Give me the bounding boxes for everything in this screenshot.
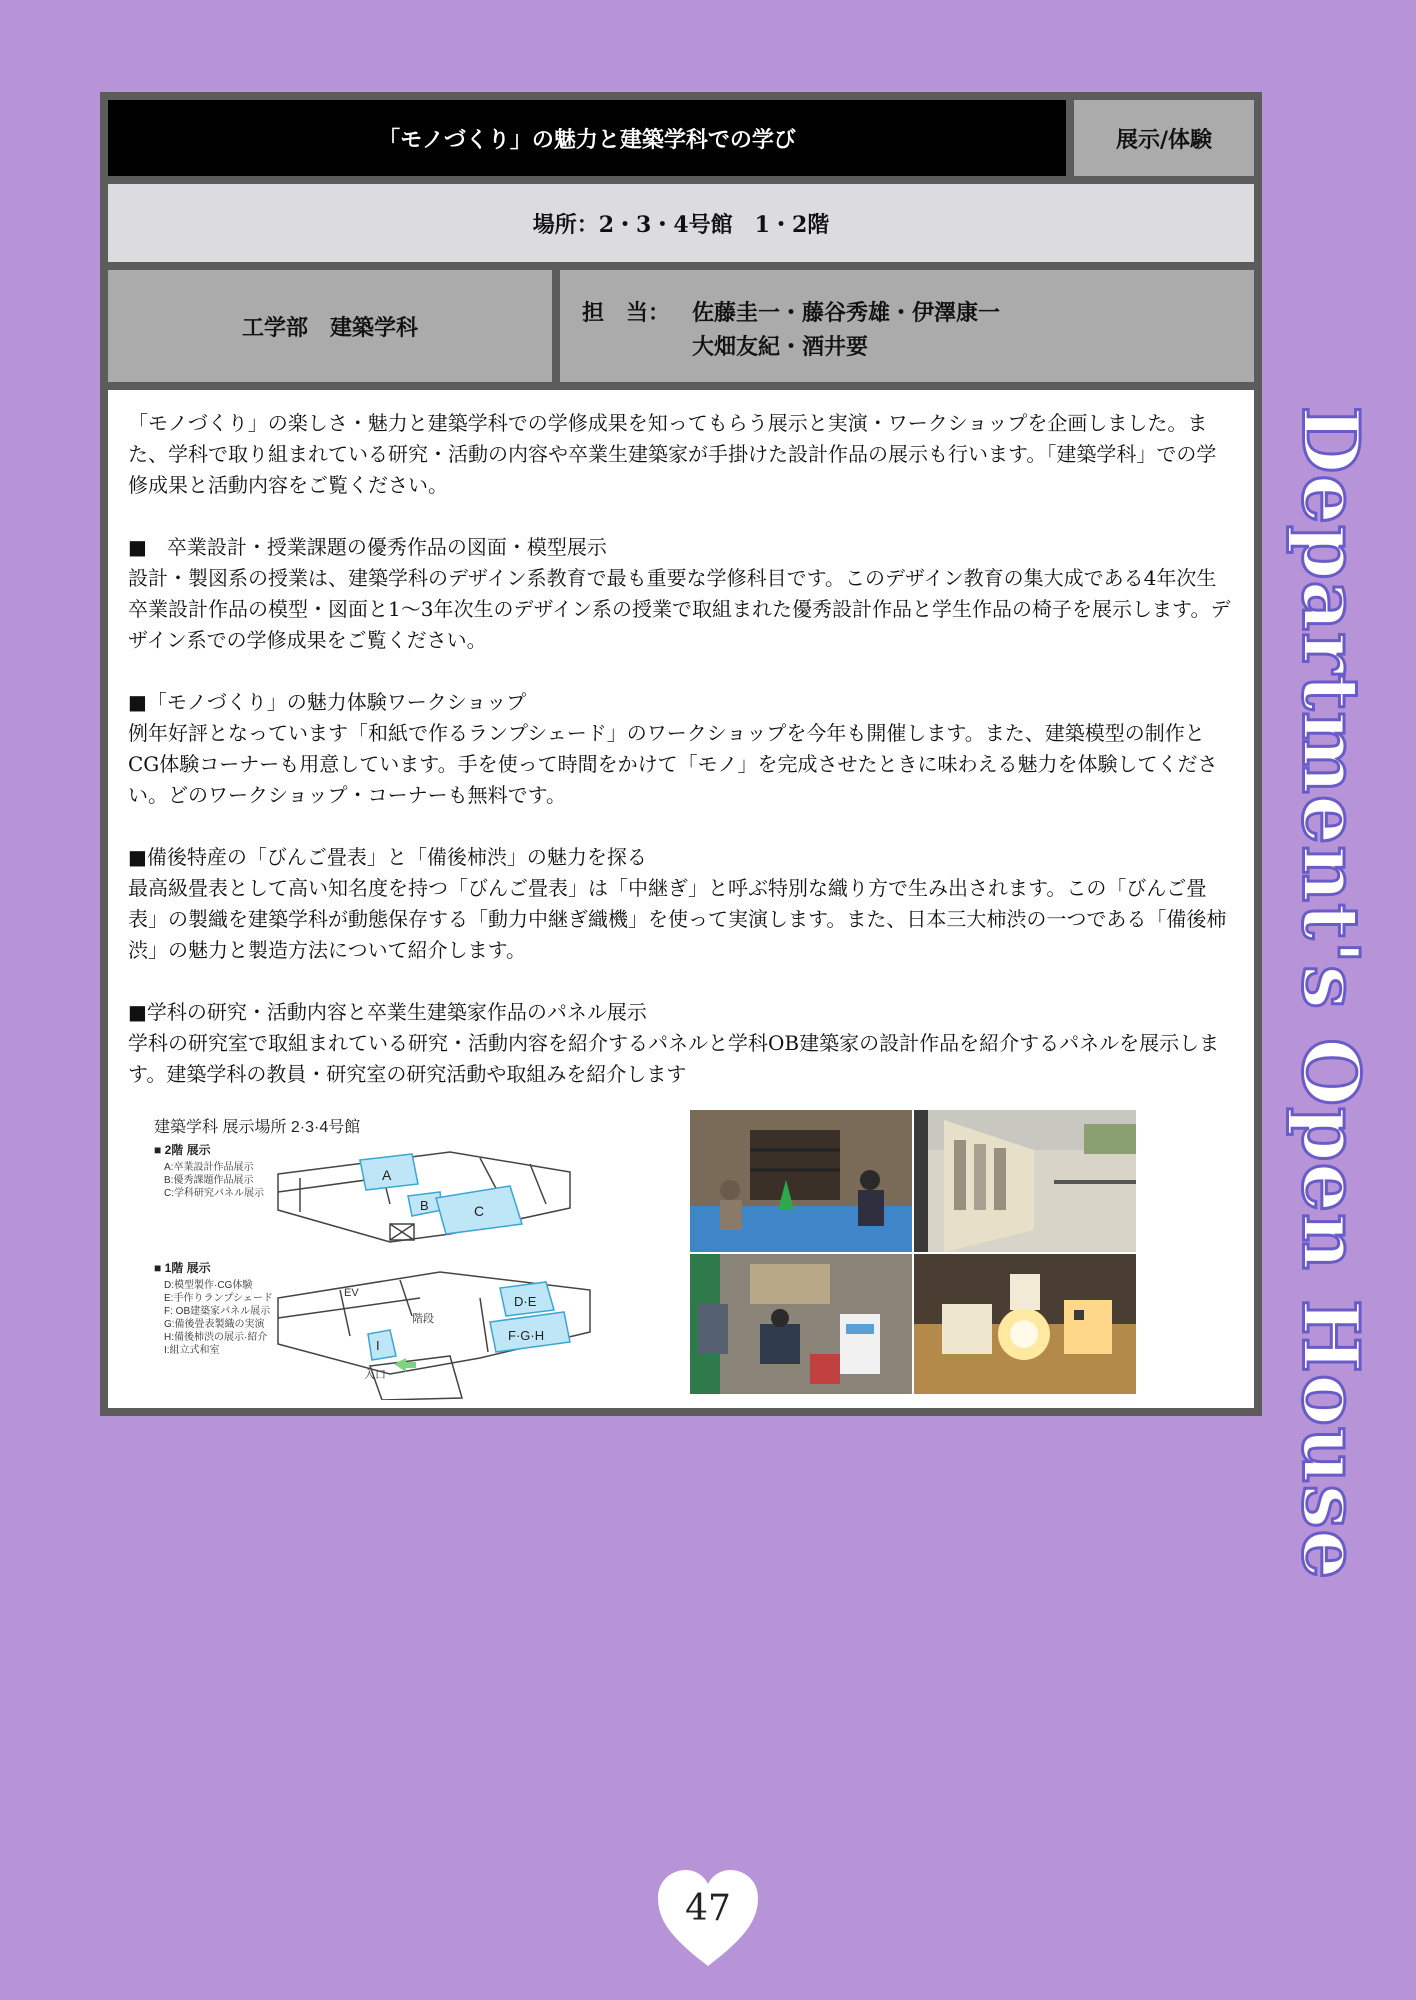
workshop-photo [690,1254,912,1394]
floor-map-title: 建築学科 展示場所 2·3·4号館 [154,1119,361,1136]
room-c-label: C [474,1203,485,1219]
event-card [100,92,1262,1416]
event-title: 「モノづくり」の魅力と建築学科での学び [108,100,1066,176]
page-number: 47 [685,1888,731,1929]
room-i [368,1330,396,1360]
room-b-label: B [420,1198,429,1213]
side-title-text: Department's Open House [1284,405,1376,1581]
staff-line-1: 佐藤圭一・藤谷秀雄・伊澤康一 [692,300,1001,326]
event-type: 展示/体験 [1074,100,1254,176]
intro-paragraph: 「モノづくり」の楽しさ・魅力と建築学科での学修成果を知ってもらう展示と実演・ワークショップを企画しました。また、学科で取り組まれている研究・活動の内容や卒業生建築家が手掛けた設計作品の展示も行います。「建築学科」での学修成果と活動内容をご覧ください。 [128,411,1217,497]
section-heading: ■ 卒業設計・授業課題の優秀作品の図面・模型展示 [128,535,607,559]
floor1-item: F: OB建築家パネル展示 [164,1306,271,1317]
figures-area [108,1106,1254,1406]
staff-line-2: 大畑友紀・酒井要 [692,334,869,360]
floor1-heading: ■ 1階 展示 [154,1261,211,1275]
floor2-item: B:優秀課題作品展示 [164,1175,254,1186]
room-de-label: D·E [514,1294,537,1309]
floor1-item: D:模型製作·CG体験 [164,1280,253,1291]
section-heading: ■備後特産の「びんご畳表」と「備後柿渋」の魅力を探る [128,845,647,869]
staff-names [692,296,1000,364]
section-text: 例年好評となっています「和紙で作るランプシェード」のワークショップを今年も開催します。また、建築模型の制作とCG体験コーナーも用意しています。手を使って時間をかけて「モノ」を完成させたときに味わえる魅力を体験してください。どのワークショップ・コーナーも無料です。 [128,721,1218,807]
elevator-label: EV [344,1287,359,1299]
side-title [1284,405,1376,1581]
floor1-item: H:備後柿渋の展示·紹介 [164,1332,268,1343]
section-heading: ■「モノづくり」の魅力体験ワークショップ [128,690,527,714]
room-fgh-label: F·G·H [508,1328,545,1343]
section-heading: ■学科の研究・活動内容と卒業生建築家作品のパネル展示 [128,1000,647,1024]
entrance-label: 入口 [364,1369,386,1381]
description-body [108,390,1254,1408]
section-text: 設計・製図系の授業は、建築学科のデザイン系教育で最も重要な学修科目です。このデザイン教育の集大成である4年次生卒業設計作品の模型・図面と1～3年次生のデザイン系の授業で取組まれた優秀設計作品と学生作品の椅子を展示します。デザイン系での学修成果をご覧ください。 [128,566,1231,652]
photo-collage [690,1110,1136,1394]
floor1-item: I:組立式和室 [164,1345,220,1356]
room-i-label: I [376,1338,380,1353]
floor1-item: E:手作りランプシェード [164,1293,273,1304]
floor2-heading: ■ 2階 展示 [154,1143,211,1157]
panel-exhibit-photo [914,1110,1136,1252]
floor2-item: A:卒業設計作品展示 [164,1162,254,1173]
room-a-label: A [382,1167,392,1183]
stairs-label: 階段 [412,1313,434,1325]
section-text: 最高級畳表として高い知名度を持つ「びんご畳表」は「中継ぎ」と呼ぶ特別な織り方で生み出されます。この「びんご畳表」の製織を建築学科が動態保存する「動力中継ぎ織機」を使って実演します。また、日本三大柿渋の一つである「備後柿渋」の魅力と製造方法について紹介します。 [128,876,1227,962]
floor-map [150,1112,660,1400]
staff-label: 担 当： [582,300,671,326]
loom-photo [690,1110,912,1252]
staff-box [560,270,1254,382]
department-name: 工学部 建築学科 [108,270,552,382]
floor1-item: G:備後畳表製織の実演 [164,1319,265,1330]
event-place: 場所：2・3・4号館 1・2階 [108,184,1254,262]
section-text: 学科の研究室で取組まれている研究・活動内容を紹介するパネルと学科OB建築家の設計作品を紹介するパネルを展示します。建築学科の教員・研究室の研究活動や取組みを紹介します [128,1031,1220,1086]
floor2-item: C:学科研究パネル展示 [164,1188,264,1199]
lampshade-photo [914,1254,1136,1394]
